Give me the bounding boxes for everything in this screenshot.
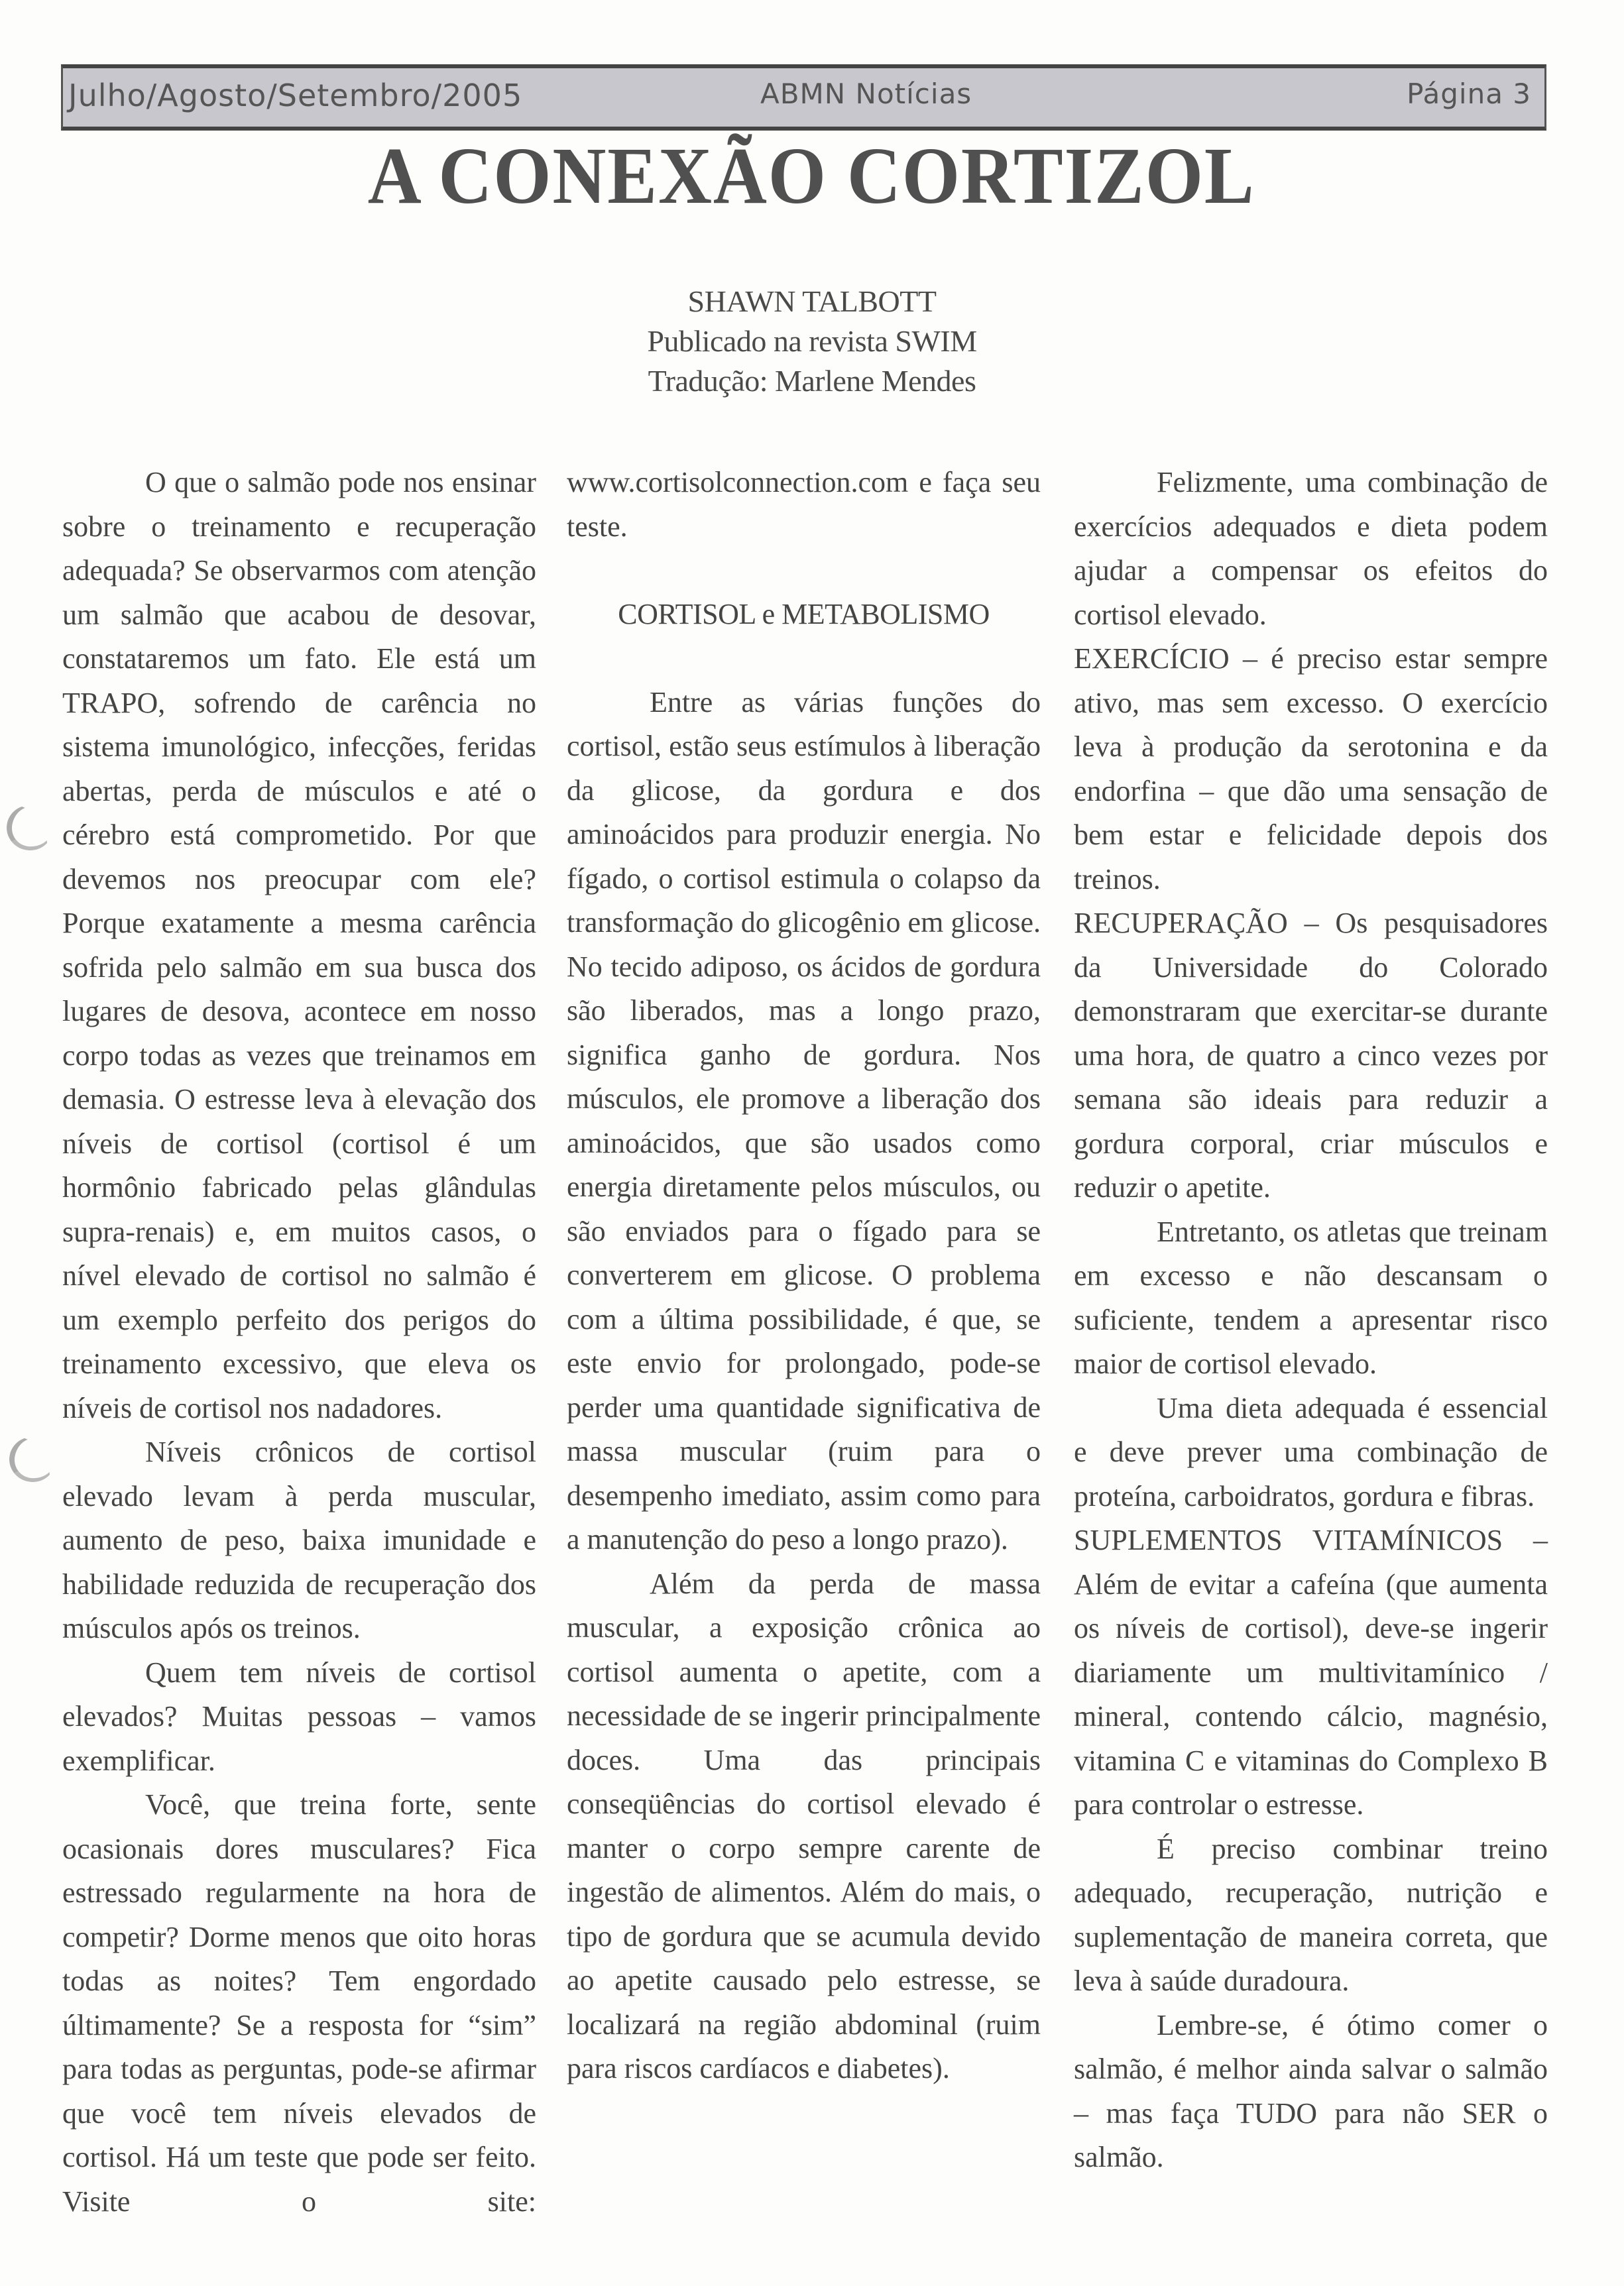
paragraph: Além da perda de massa muscular, a exposição crônica ao cortisol aumenta o apetite, com a necessidade de se ingerir principalmente doces. Uma das principais conseqüências do cortisol elevado é manter o corpo sempre carente de ingestão de alimentos. Além do mais, o tipo de gordura que se acumula devido ao apetite causado pelo estresse, se localizará na região abdominal (ruim para riscos cardíacos e diabetes).	[567, 1567, 1041, 2085]
published-in: Publicado na revista SWIM	[647, 324, 977, 358]
column-1	[62, 461, 536, 2224]
paragraph-exercicio: EXERCÍCIO – é preciso estar sempre ativo, mas sem excesso. O exercício leva à produção da serotonina e da endorfina – que dão uma sensação de bem estar e felicidade depois dos treinos.	[1074, 642, 1548, 895]
punch-hole-mark	[6, 1433, 60, 1485]
paragraph: O que o salmão pode nos ensinar sobre o treinamento e recuperação adequada? Se observarmos com atenção um salmão que acabou de desovar, constataremos um fato. Ele está um TRAPO, sofrendo de carência no sistema imunológico, infecções, feridas abertas, perda de músculos e até o cérebro está comprometido. Por que devemos nos preocupar com ele? Porque exatamente a mesma carência sofrida pelo salmão em sua busca dos lugares de desova, acontece em nosso corpo todas as vezes que treinamos em demasia. O estresse leva à elevação dos níveis de cortisol (cortisol é um hormônio fabricado pelas glândulas supra-renais) e, em muitos casos, o nível elevado de cortisol no salmão é um exemplo perfeito dos perigos do treinamento excessivo, que eleva os níveis de cortisol nos nadadores.	[62, 466, 536, 1424]
column-2	[567, 461, 1041, 2091]
author-name: SHAWN TALBOTT	[687, 284, 937, 318]
paragraph: Felizmente, uma combinação de exercícios adequados e dieta podem ajudar a compensar os efeitos do cortisol elevado.	[1074, 466, 1548, 631]
paragraph-conclusion: Lembre-se, é ótimo comer o salmão, é melhor ainda salvar o salmão – mas faça TUDO para não SER o salmão.	[1074, 2008, 1548, 2173]
paragraph-recuperacao: RECUPERAÇÃO – Os pesquisadores da Universidade do Colorado demonstraram que exercitar-se durante uma hora, de quatro a cinco vezes por semana são ideais para reduzir a gordura corporal, criar músculos e reduzir o apetite.	[1074, 907, 1548, 1204]
punch-hole-mark	[3, 801, 57, 854]
column-3	[1074, 461, 1548, 2180]
paragraph: Quem tem níveis de cortisol elevados? Muitas pessoas – vamos exemplificar.	[62, 1656, 536, 1777]
website-reference: www.cortisolconnection.com e faça seu teste.	[567, 466, 1041, 543]
running-header	[61, 64, 1546, 131]
article-title: A CONEXÃO CORTIZOL	[367, 131, 1255, 221]
paragraph: Entretanto, os atletas que treinam em excesso e não descansam o suficiente, tendem a apresentar risco maior de cortisol elevado.	[1074, 1215, 1548, 1380]
paragraph: Entre as várias funções do cortisol, estão seus estímulos à liberação da glicose, da gordura e dos aminoácidos para produzir energia. No fígado, o cortisol estimula o colapso da transformação do glicogênio em glicose. No tecido adiposo, os ácidos de gordura são liberados, mas a longo prazo, significa ganho de gordura. Nos músculos, ele promove a liberação dos aminoácidos, que são usados como energia diretamente pelos músculos, ou são enviados para o fígado para se converterem em glicose. O problema com a última possibilidade, é que, se este envio for prolongado, pode-se perder uma quantidade significativa de massa muscular (ruim para o desempenho imediato, assim como para a manutenção do peso a longo prazo).	[567, 685, 1041, 1556]
publication-name: ABMN Notícias	[760, 78, 972, 110]
paragraph: Níveis crônicos de cortisol elevado levam à perda muscular, aumento de peso, baixa imunidade e habilidade reduzida de recuperação dos músculos após os treinos.	[62, 1436, 536, 1644]
translator: Tradução: Marlene Mendes	[648, 364, 976, 398]
page-number: Página 3	[1407, 78, 1531, 110]
paragraph: Uma dieta adequada é essencial e deve prever uma combinação de proteína, carboidratos, gordura e fibras.	[1074, 1391, 1548, 1513]
paragraph: É preciso combinar treino adequado, recuperação, nutrição e suplementação de maneira correta, que leva à saúde duradoura.	[1074, 1832, 1548, 1997]
section-heading: CORTISOL e METABOLISMO	[618, 598, 990, 630]
issue-date: Julho/Agosto/Setembro/2005	[68, 78, 523, 113]
paragraph-suplementos: SUPLEMENTOS VITAMÍNICOS – Além de evitar a cafeína (que aumenta os níveis de cortisol), deve-se ingerir diariamente um multivitamínico / mineral, contendo cálcio, magnésio, vitamina C e vitaminas do Complexo B para controlar o estresse.	[1074, 1524, 1548, 1821]
byline	[0, 282, 1624, 401]
paragraph: Você, que treina forte, sente ocasionais dores musculares? Fica estressado regularmente na hora de competir? Dorme menos que oito horas todas as noites? Tem engordado últimamente? Se a resposta for “sim” para todas as perguntas, pode-se afirmar que você tem níveis elevados de cortisol. Há um teste que pode ser feito. Visite o site:	[62, 1788, 536, 2218]
